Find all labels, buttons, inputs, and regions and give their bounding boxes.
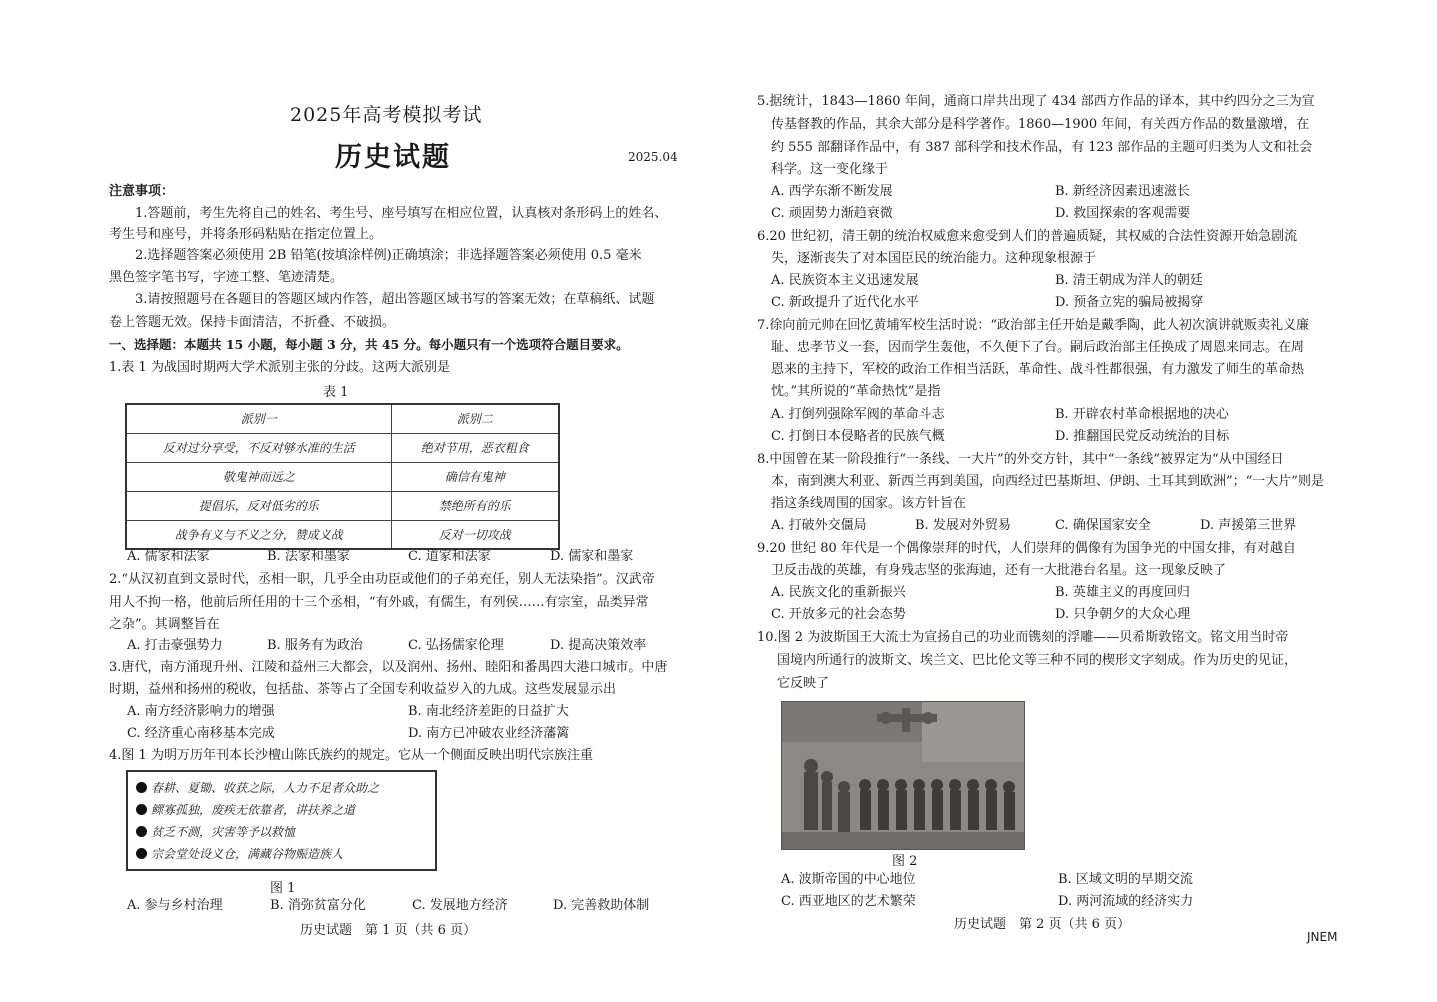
q5-line: 约 555 部翻译作品中，有 387 部科学和技术作品，有 123 部作品的主题可归类为人文和社会: [771, 140, 1313, 155]
option: C. 道家和法家: [408, 549, 491, 564]
notice-heading: 注意事项：: [109, 184, 175, 199]
option: A. 波斯帝国的中心地位: [781, 872, 916, 887]
relief-illustration: [782, 702, 1025, 850]
notice-line: 2.选择题答案必须使用 2B 铅笔(按填涂样例)正确填涂；非选择题答案必须使用 0.5 毫米: [135, 248, 642, 263]
option: D. 救国探索的客观需要: [1055, 206, 1191, 221]
option: A. 参与乡村治理: [127, 898, 223, 913]
q7-line: 忱。”其所说的“革命热忱”是指: [771, 384, 941, 399]
table-cell: 敬鬼神而远之: [126, 462, 391, 491]
option: C. 新政提升了近代化水平: [771, 295, 919, 310]
option: D. 声援第三世界: [1200, 518, 1297, 533]
option: D. 南方已冲破农业经济藩篱: [408, 726, 570, 741]
page-footer: 历史试题 第 2 页（共 6 页）: [954, 917, 1131, 932]
clan-rule: 宗会堂处设义仓，满藏谷物赈造族人: [136, 843, 427, 865]
option: C. 弘扬儒家伦理: [408, 638, 504, 653]
option: B. 新经济因素迅速滋长: [1055, 184, 1190, 199]
q7-line: 恩来的主持下，军校的政治工作相当活跃，革命性、战斗性都很强，有力激发了师生的革命热: [771, 362, 1305, 377]
bullet-icon: [136, 826, 147, 837]
notice-line: 3.请按照题号在各题目的答题区域内作答，超出答题区域书写的答案无效；在草稿纸、试题: [135, 292, 655, 307]
table-header: 派别二: [391, 404, 559, 433]
table-header: 派别一: [126, 404, 391, 433]
option: D. 两河流域的经济实力: [1058, 894, 1194, 909]
q8-line: 8.中国曾在某一阶段推行“一条线、一大片”的外交方针，其中“一条线”被界定为“从中国经日: [757, 452, 1284, 467]
clan-rule: 鳏寡孤独，废疾无依靠者，讲扶养之道: [136, 799, 427, 821]
option: A. 儒家和法家: [127, 549, 210, 564]
option: B. 区域文明的早期交流: [1058, 872, 1193, 887]
option: D. 预备立宪的骗局被揭穿: [1055, 295, 1204, 310]
page-1: [105, 0, 685, 1002]
table-row: [126, 491, 559, 520]
notice-line: 考生号和座号，并将条形码粘贴在指定位置上。: [109, 227, 383, 242]
notice-line: 1.答题前，考生先将自己的姓名、考生号、座号填写在相应位置，认真核对条形码上的姓名、: [135, 206, 668, 221]
option: D. 推翻国民党反动统治的目标: [1055, 429, 1230, 444]
option: C. 打倒日本侵略者的民族气概: [771, 429, 945, 444]
q3-line: 时期，益州和扬州的税收，包括盐、茶等占了全国专利收益岁入的九成。这些发展显示出: [109, 682, 617, 697]
notice-line: 黑色签字笔书写，字迹工整、笔迹清楚。: [109, 270, 344, 285]
q2-line: 用人不拘一格，他前后所任用的十三个丞相，“有外戚，有儒生，有列侯……有宗室，品类异常: [109, 595, 649, 610]
exam-title: 2025年高考模拟考试: [290, 104, 483, 126]
q7-line: 7.徐向前元帅在回忆黄埔军校生活时说：“政治部主任开始是戴季陶，此人初次演讲就贩卖礼义廉: [757, 318, 1310, 333]
exam-date: 2025.04: [628, 150, 678, 164]
option: A. 打倒列强除军阀的革命斗志: [771, 407, 945, 422]
option: D. 只争朝夕的大众心理: [1055, 607, 1191, 622]
option: B. 法家和墨家: [267, 549, 350, 564]
behistun-relief-image: [781, 701, 1025, 850]
q3-line: 3.唐代，南方涌现升州、江陵和益州三大都会，以及润州、扬州、睦阳和番禺四大港口城市。中唐: [109, 660, 668, 675]
q7-line: 耻、忠孝节义一套，因而学生轰他，不久便下了台。嗣后政治部主任换成了周恩来同志。在周: [771, 340, 1305, 355]
school-comparison-table: [125, 403, 560, 550]
table-header-row: [126, 404, 559, 433]
q1-stem: 1.表 1 为战国时期两大学术派别主张的分歧。这两大派别是: [109, 360, 450, 375]
option: D. 提高决策效率: [550, 638, 647, 653]
q8-line: 指这条线周围的国家。该方针旨在: [771, 496, 967, 511]
page-footer: 历史试题 第 1 页（共 6 页）: [300, 923, 477, 938]
section-heading: 一、选择题：本题共 15 小题，每小题 3 分，共 45 分。每小题只有一个选项符合题目要求。: [109, 337, 629, 352]
option: A. 打击豪强势力: [127, 638, 223, 653]
option: B. 发展对外贸易: [915, 518, 1011, 533]
page-2: [757, 0, 1347, 1002]
table-cell: 禁绝所有的乐: [391, 491, 559, 520]
bullet-icon: [136, 782, 147, 793]
notice-line: 卷上答题无效。保持卡面清洁，不折叠、不破损。: [109, 315, 396, 330]
table-cell: 提倡乐，反对低劣的乐: [126, 491, 391, 520]
bullet-icon: [136, 848, 147, 859]
option: C. 西亚地区的艺术繁荣: [781, 894, 916, 909]
table-caption: 表 1: [323, 385, 349, 400]
q9-line: 卫反击战的英雄，有身残志坚的张海迪，还有一大批港台名星。这一现象反映了: [771, 563, 1227, 578]
figure-caption: 图 2: [892, 854, 918, 869]
option: A. 南方经济影响力的增强: [127, 704, 275, 719]
option: A. 西学东渐不断发展: [771, 184, 893, 199]
subject-title: 历史试题: [335, 142, 451, 173]
option: C. 经济重心南移基本完成: [127, 726, 275, 741]
table-cell: 战争有义与不义之分，赞成义战: [126, 520, 391, 549]
clan-rules-box: [126, 770, 437, 871]
option: C. 开放多元的社会态势: [771, 607, 906, 622]
q5-line: 科学。这一变化缘于: [771, 162, 889, 177]
bullet-icon: [136, 804, 147, 815]
option: B. 开辟农村革命根据地的决心: [1055, 407, 1229, 422]
table-cell: 反对一切攻战: [391, 520, 559, 549]
table-row: [126, 462, 559, 491]
option: B. 消弥贫富分化: [270, 898, 366, 913]
option: A. 打破外交僵局: [771, 518, 867, 533]
q6-line: 6.20 世纪初，清王朝的统治权威愈来愈受到人们的普遍质疑，其权威的合法性资源开始急剧流: [757, 229, 1298, 244]
clan-rule: 贫乏不测，灾害等予以救恤: [136, 821, 427, 843]
q9-line: 9.20 世纪 80 年代是一个偶像崇拜的时代，人们崇拜的偶像有为国争光的中国女排，有对越自: [757, 541, 1296, 556]
clan-rule: 春耕、夏锄、收获之际，人力不足者众助之: [136, 777, 427, 799]
option: C. 发展地方经济: [412, 898, 508, 913]
q6-line: 失，逐渐丧失了对本国臣民的统治能力。这种现象根源于: [771, 251, 1097, 266]
q2-line: 之杂”。其调整旨在: [109, 617, 220, 632]
q10-line: 它反映了: [777, 676, 830, 691]
q5-line: 5.据统计，1843—1860 年间，通商口岸共出现了 434 部西方作品的译本，其中约四分之三为宣: [757, 94, 1315, 109]
figure-caption: 图 1: [270, 881, 296, 896]
table-cell: 反对过分享受，不反对够水准的生活: [126, 433, 391, 462]
table-cell: 确信有鬼神: [391, 462, 559, 491]
corner-mark: JNEM: [1307, 930, 1338, 944]
q10-line: 国境内所通行的波斯文、埃兰文、巴比伦文等三种不同的楔形文字刻成。作为历史的见证，: [777, 653, 1298, 668]
q10-line: 10.图 2 为波斯国王大流士为宣扬自己的功业而镌刻的浮雕——贝希斯敦铭文。铭文用当时帝: [757, 630, 1289, 645]
option: D. 完善救助体制: [553, 898, 650, 913]
option: A. 民族文化的重新振兴: [771, 585, 906, 600]
option: A. 民族资本主义迅速发展: [771, 273, 919, 288]
option: B. 清王朝成为洋人的朝廷: [1055, 273, 1203, 288]
option: D. 儒家和墨家: [550, 549, 634, 564]
q2-line: 2.“从汉初直到文景时代，丞相一职，几乎全由功臣或他们的子弟充任，别人无法染指”。汉武帝: [109, 572, 655, 587]
table-row: [126, 433, 559, 462]
option: B. 南北经济差距的日益扩大: [408, 704, 569, 719]
option: B. 英雄主义的再度回归: [1055, 585, 1190, 600]
q4-stem: 4.图 1 为明万历年刊本长沙檀山陈氏族约的规定。它从一个侧面反映出明代宗族注重: [109, 748, 593, 763]
option: B. 服务有为政治: [267, 638, 363, 653]
option: C. 确保国家安全: [1055, 518, 1151, 533]
q8-line: 本，南到澳大利亚、新西兰再到美国，向西经过巴基斯坦、伊朗、土耳其到欧洲”；“一大片”则是: [771, 474, 1324, 489]
table-cell: 绝对节用，恶衣粗食: [391, 433, 559, 462]
q5-line: 传基督教的作品，其余大部分是科学著作。1860—1900 年间，有关西方作品的数量激增，在: [771, 117, 1310, 132]
option: C. 顽固势力渐趋衰微: [771, 206, 893, 221]
